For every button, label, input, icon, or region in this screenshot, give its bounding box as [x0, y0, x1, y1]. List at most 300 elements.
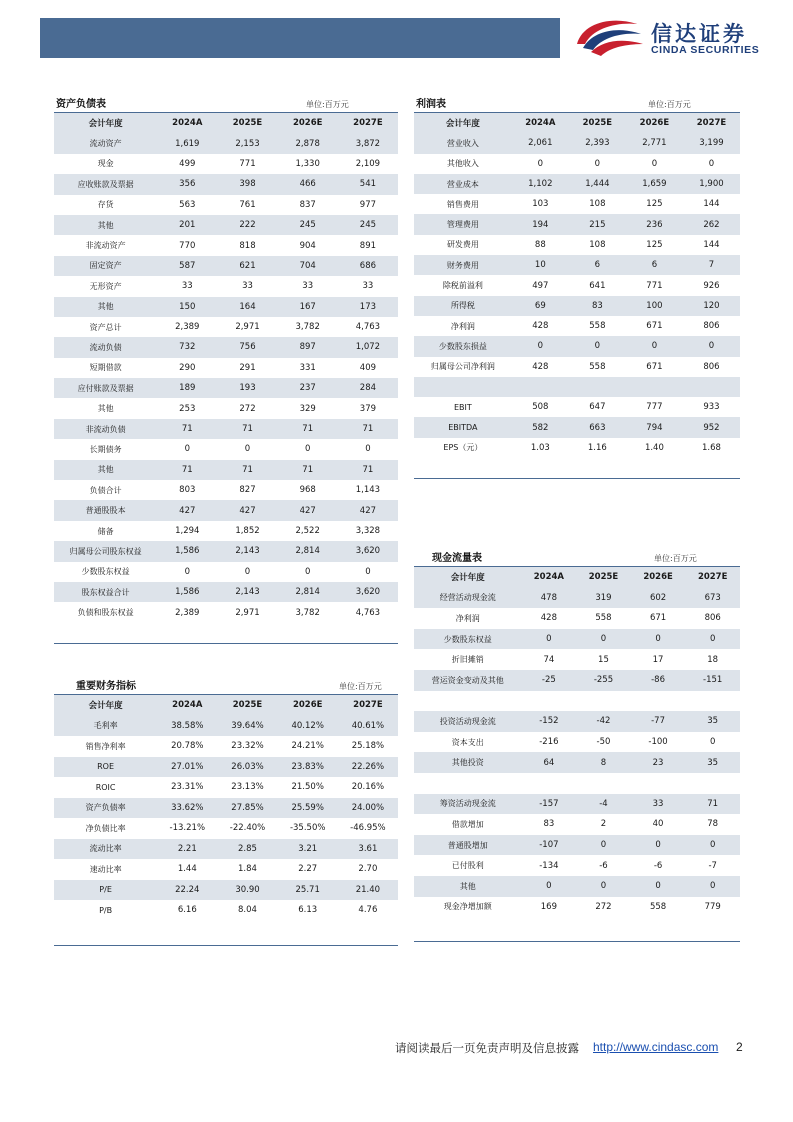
- balance-sheet-header: [54, 94, 398, 113]
- table-cell: 0: [594, 341, 601, 352]
- table-cell: 558: [595, 613, 612, 624]
- table-cell: 409: [359, 362, 377, 373]
- table-cell: 164: [239, 301, 256, 312]
- table-row: [414, 214, 740, 234]
- table-cell: 21.50%: [291, 782, 324, 793]
- row-label: P/B: [99, 905, 113, 915]
- cash-flow-table: [414, 567, 740, 917]
- cash-flow-header: [414, 548, 740, 567]
- table-cell: 71: [707, 798, 719, 809]
- income-statement-title: 利润表: [416, 99, 446, 110]
- table-cell: 2,522: [295, 526, 320, 536]
- table-row: [414, 876, 740, 897]
- table-cell: 222: [239, 220, 256, 231]
- row-label: 归属母公司股东权益: [69, 546, 142, 556]
- column-header: 2024A: [525, 118, 556, 129]
- table-cell: -42: [596, 716, 611, 727]
- table-cell: 144: [703, 239, 720, 250]
- table-cell: 952: [703, 422, 720, 433]
- row-label: 非流动资产: [85, 241, 126, 251]
- table-cell: 602: [649, 592, 667, 603]
- table-cell: 2,814: [295, 546, 320, 557]
- table-cell: 2.21: [177, 843, 197, 854]
- table-cell: 331: [299, 362, 316, 373]
- table-row: [414, 235, 740, 255]
- row-label: 普通股增加: [447, 840, 488, 850]
- table-cell: [631, 773, 686, 794]
- table-cell: 24.00%: [351, 802, 385, 813]
- row-label: 固定资产: [89, 261, 122, 271]
- table-cell: 621: [239, 260, 256, 271]
- table-cell: 3,782: [295, 607, 320, 618]
- table-cell: 20.16%: [351, 782, 385, 793]
- table-cell: 2: [600, 819, 607, 830]
- table-cell: 21.40: [355, 884, 381, 895]
- row-label: 负债和股东权益: [77, 608, 134, 618]
- row-label: 资产总计: [89, 322, 122, 332]
- table-cell: 0: [537, 158, 544, 169]
- table-cell: 262: [703, 219, 720, 230]
- row-label: [414, 377, 512, 397]
- table-cell: 2,143: [235, 546, 260, 557]
- table-row: [414, 773, 740, 794]
- table-header-row: [54, 113, 398, 133]
- table-header-row: [54, 695, 398, 716]
- table-cell: 0: [304, 444, 311, 455]
- table-cell: 35: [707, 716, 719, 727]
- table-cell: 1,586: [175, 587, 200, 598]
- table-cell: 3.61: [358, 843, 378, 854]
- table-cell: 0: [655, 840, 661, 851]
- table-cell: 1,143: [355, 485, 381, 496]
- table-cell: 71: [362, 424, 374, 435]
- row-label: 长期债务: [89, 444, 122, 454]
- row-label: ROE: [97, 762, 115, 772]
- column-header: 2027E: [353, 700, 383, 711]
- row-label: 经营活动现金流: [439, 593, 496, 603]
- table-cell: 356: [179, 179, 196, 190]
- table-cell: 671: [646, 361, 663, 372]
- table-cell: 0: [600, 840, 607, 851]
- row-label: 存货: [97, 200, 114, 210]
- table-cell: 837: [299, 199, 316, 210]
- table-cell: 2,393: [585, 138, 610, 149]
- table-cell: 2.85: [238, 843, 257, 854]
- table-cell: 803: [179, 485, 196, 496]
- table-cell: 771: [646, 280, 663, 291]
- table-cell: 33: [302, 281, 314, 292]
- column-header: 2026E: [292, 700, 323, 711]
- balance-sheet-bottom-rule: [54, 623, 398, 644]
- table-cell: 0: [546, 634, 552, 645]
- table-cell: 290: [179, 362, 196, 373]
- table-cell: 499: [179, 158, 196, 169]
- table-cell: -157: [539, 798, 559, 809]
- table-cell: 18: [707, 654, 719, 665]
- table-row: [414, 752, 740, 773]
- row-label: 营业成本: [446, 179, 479, 189]
- income-statement-section: [414, 94, 740, 479]
- table-cell: -255: [593, 675, 614, 686]
- row-label: 资本支出: [451, 737, 484, 747]
- table-cell: 1,900: [699, 179, 724, 190]
- table-cell: 427: [239, 505, 256, 516]
- table-cell: 428: [532, 361, 549, 372]
- row-label: 储备: [97, 526, 114, 536]
- table-cell: 0: [184, 444, 190, 455]
- table-row: [414, 417, 740, 437]
- table-cell: -151: [703, 675, 723, 686]
- table-cell: 38.58%: [171, 720, 204, 731]
- table-cell: 1.40: [644, 442, 664, 453]
- table-row: [54, 358, 398, 378]
- row-label: 资产负债率: [85, 803, 126, 813]
- table-row: [54, 839, 398, 860]
- table-cell: 1.44: [177, 864, 197, 875]
- column-header: 2025E: [232, 118, 263, 129]
- table-cell: [683, 377, 740, 397]
- row-label: 无形资产: [89, 281, 122, 291]
- table-cell: 686: [359, 260, 377, 271]
- table-cell: 0: [244, 444, 251, 455]
- table-cell: 74: [543, 654, 555, 665]
- table-cell: -7: [708, 860, 717, 871]
- row-label: 其他: [97, 302, 114, 312]
- table-cell: 3,872: [355, 138, 381, 149]
- table-cell: 39.64%: [231, 720, 264, 731]
- table-cell: 125: [646, 239, 663, 250]
- table-cell: 71: [181, 424, 193, 435]
- table-cell: 2,971: [235, 322, 260, 333]
- table-cell: 1.16: [587, 442, 607, 453]
- row-label: 流动负债: [89, 342, 122, 352]
- table-cell: 891: [359, 240, 377, 251]
- table-cell: 78: [707, 819, 719, 830]
- table-cell: 69: [534, 300, 546, 311]
- header-banner: [40, 18, 560, 58]
- table-cell: 2,389: [175, 607, 200, 618]
- table-cell: 26.03%: [231, 761, 264, 772]
- table-cell: 770: [179, 240, 196, 251]
- table-cell: 10: [534, 260, 546, 271]
- table-row: [414, 794, 740, 815]
- table-cell: 2.70: [358, 864, 378, 875]
- brand-name-en: CINDA SECURITIES: [651, 44, 760, 56]
- table-row: [54, 757, 398, 778]
- table-cell: 71: [302, 424, 314, 435]
- cash-flow-section: [414, 548, 740, 942]
- table-row: [54, 439, 398, 459]
- cash-flow-unit: 单位:百万元: [654, 554, 697, 563]
- table-row: [54, 521, 398, 541]
- table-cell: -6: [599, 860, 608, 871]
- table-cell: 2,153: [235, 138, 260, 149]
- table-row: [414, 608, 740, 629]
- table-cell: -152: [539, 716, 559, 727]
- table-cell: 108: [589, 239, 606, 250]
- table-row: [54, 500, 398, 520]
- table-cell: 508: [532, 402, 549, 413]
- table-row: [54, 195, 398, 215]
- table-cell: 27.85%: [231, 802, 264, 813]
- table-row: [54, 378, 398, 398]
- table-cell: 64: [543, 757, 555, 768]
- cinda-logo: [573, 14, 773, 62]
- table-row: [414, 296, 740, 316]
- table-row: [414, 691, 740, 712]
- table-cell: 20.78%: [171, 741, 204, 752]
- table-row: [54, 154, 398, 174]
- row-label: 筹资活动现金流: [439, 799, 496, 809]
- table-cell: [512, 377, 569, 397]
- table-cell: 827: [239, 485, 256, 496]
- table-cell: 40: [652, 819, 664, 830]
- table-cell: -216: [539, 737, 559, 748]
- row-label: 管理费用: [446, 220, 479, 230]
- table-cell: 253: [179, 403, 196, 414]
- column-header: 2025E: [588, 572, 619, 583]
- table-cell: 245: [359, 220, 377, 231]
- row-label: [414, 691, 522, 712]
- table-cell: 1,294: [175, 526, 200, 536]
- table-cell: [626, 377, 683, 397]
- table-cell: -46.95%: [350, 823, 386, 834]
- table-row: [414, 670, 740, 691]
- table-cell: -86: [651, 675, 665, 686]
- table-cell: -50: [596, 737, 611, 748]
- table-cell: 558: [589, 321, 606, 332]
- column-header: 2026E: [643, 572, 673, 583]
- table-row: [54, 337, 398, 357]
- table-cell: 194: [532, 219, 549, 230]
- column-header: 2025E: [582, 118, 613, 129]
- row-label: 速动比率: [89, 864, 122, 874]
- row-label: EBITDA: [448, 423, 478, 433]
- table-cell: 100: [646, 300, 663, 311]
- table-cell: 0: [655, 881, 661, 892]
- table-cell: 0: [546, 881, 552, 892]
- table-cell: 291: [239, 362, 256, 373]
- row-label: 折旧摊销: [451, 655, 484, 665]
- table-cell: 83: [543, 819, 555, 830]
- table-cell: 977: [359, 199, 377, 210]
- row-label: 其他: [97, 220, 114, 230]
- table-cell: 0: [244, 566, 251, 577]
- table-cell: 0: [655, 634, 661, 645]
- table-cell: 8.04: [238, 905, 257, 916]
- table-cell: 4,763: [355, 322, 381, 333]
- table-cell: 23.83%: [291, 761, 324, 772]
- table-cell: 0: [709, 634, 716, 645]
- footer-website-link[interactable]: http://www.cindasc.com: [593, 1040, 719, 1054]
- table-row: [414, 316, 740, 336]
- column-header: 会计年度: [450, 573, 485, 584]
- table-cell: 40.61%: [351, 720, 385, 731]
- table-row: [414, 133, 740, 153]
- table-cell: 2,814: [295, 587, 320, 598]
- table-cell: 558: [649, 901, 667, 912]
- table-cell: 647: [589, 402, 606, 413]
- table-row: [54, 859, 398, 880]
- table-cell: 40.12%: [291, 720, 324, 731]
- table-cell: 25.71: [295, 884, 320, 895]
- table-cell: 794: [646, 422, 663, 433]
- table-cell: 23.13%: [231, 782, 264, 793]
- table-row: [54, 818, 398, 839]
- table-row: [54, 716, 398, 737]
- table-cell: 2.27: [298, 864, 318, 875]
- row-label: 销售净利率: [85, 741, 126, 751]
- row-label: 财务费用: [446, 260, 479, 270]
- row-label: 少数股东权益: [443, 634, 492, 644]
- table-cell: 245: [299, 220, 316, 231]
- table-header-row: [414, 113, 740, 133]
- column-header: 会计年度: [88, 701, 123, 712]
- table-cell: 6: [651, 260, 658, 271]
- table-cell: 2,971: [235, 607, 260, 618]
- column-header: 2024A: [533, 572, 564, 583]
- row-label: 净利润: [455, 613, 480, 623]
- table-cell: 428: [532, 321, 549, 332]
- table-cell: -77: [651, 716, 665, 727]
- table-row: [54, 317, 398, 337]
- table-cell: 478: [540, 592, 557, 603]
- row-label: 归属母公司净利润: [430, 362, 495, 372]
- row-label: 负债合计: [89, 485, 122, 495]
- table-cell: 777: [646, 402, 663, 413]
- table-row: [414, 397, 740, 417]
- table-row: [414, 835, 740, 856]
- row-label: 其他: [97, 404, 114, 414]
- table-row: [54, 798, 398, 819]
- table-cell: -134: [539, 860, 559, 871]
- table-cell: 4,763: [355, 607, 381, 618]
- table-row: [414, 174, 740, 194]
- column-header: 2026E: [292, 118, 323, 129]
- table-cell: 671: [649, 613, 667, 624]
- table-cell: -107: [539, 840, 559, 851]
- row-label: 已付股利: [451, 861, 484, 871]
- row-label: 净利润: [450, 321, 475, 331]
- table-cell: [522, 773, 577, 794]
- table-cell: -100: [648, 737, 668, 748]
- table-cell: 193: [239, 383, 256, 394]
- table-cell: 284: [359, 383, 377, 394]
- row-label: 流动资产: [89, 139, 122, 149]
- table-cell: [685, 691, 740, 712]
- table-cell: 587: [179, 260, 196, 271]
- table-row: [54, 541, 398, 561]
- table-cell: 663: [589, 422, 606, 433]
- table-row: [54, 562, 398, 582]
- row-label: 毛利率: [93, 721, 118, 731]
- row-label: 其他收入: [446, 159, 479, 169]
- row-label: 流动比率: [89, 844, 122, 854]
- table-cell: 33: [362, 281, 374, 292]
- row-label: 少数股东权益: [81, 567, 130, 577]
- table-row: [54, 777, 398, 798]
- balance-sheet-section: [54, 94, 398, 644]
- table-row: [414, 897, 740, 918]
- table-cell: [569, 377, 626, 397]
- table-cell: -35.50%: [289, 823, 326, 834]
- table-cell: 71: [302, 464, 314, 475]
- table-row: [54, 235, 398, 255]
- table-cell: 641: [589, 280, 606, 291]
- table-cell: 806: [703, 361, 720, 372]
- column-header: 2024A: [172, 700, 203, 711]
- table-cell: 0: [184, 566, 190, 577]
- table-row: [414, 154, 740, 174]
- table-cell: 0: [365, 444, 371, 455]
- income-statement-table: [414, 113, 740, 458]
- table-cell: 272: [239, 403, 256, 414]
- table-cell: 1.84: [238, 864, 257, 875]
- row-label: 应付账款及票据: [77, 383, 134, 393]
- table-cell: 6: [594, 260, 601, 271]
- income-statement-bottom-rule: [414, 458, 740, 479]
- table-row: [414, 711, 740, 732]
- table-cell: 806: [704, 613, 721, 624]
- table-cell: 25.59%: [291, 802, 324, 813]
- table-cell: 0: [651, 158, 658, 169]
- column-header: 会计年度: [445, 119, 480, 130]
- table-cell: 2,771: [642, 138, 667, 149]
- key-ratios-header: [54, 676, 398, 695]
- table-cell: 23.32%: [231, 741, 264, 752]
- table-cell: 3,620: [355, 546, 381, 557]
- table-cell: 926: [703, 280, 720, 291]
- table-cell: 23.31%: [171, 782, 204, 793]
- table-cell: 1,619: [175, 138, 200, 149]
- table-row: [54, 419, 398, 439]
- footer-disclaimer: 请阅读最后一页免责声明及信息披露: [395, 1041, 579, 1055]
- table-row: [54, 297, 398, 317]
- table-cell: 215: [589, 219, 606, 230]
- table-row: [414, 194, 740, 214]
- row-label: 销售费用: [446, 199, 479, 209]
- table-cell: 83: [591, 300, 603, 311]
- table-cell: 1,586: [175, 546, 200, 557]
- table-row: [54, 602, 398, 622]
- table-cell: 201: [179, 220, 196, 231]
- row-label: 所得税: [450, 301, 475, 311]
- table-cell: 3,328: [355, 526, 381, 536]
- table-cell: 732: [179, 342, 196, 353]
- row-label: EPS（元）: [443, 443, 483, 453]
- table-row: [414, 814, 740, 835]
- cash-flow-bottom-rule: [414, 917, 740, 942]
- table-cell: 771: [239, 158, 256, 169]
- table-row: [414, 438, 740, 458]
- table-cell: 0: [594, 158, 601, 169]
- table-cell: 671: [646, 321, 663, 332]
- table-cell: 427: [359, 505, 377, 516]
- table-cell: 1.68: [702, 442, 721, 453]
- table-cell: 22.24: [175, 884, 200, 895]
- table-cell: 0: [708, 341, 715, 352]
- table-cell: 108: [589, 199, 606, 210]
- table-cell: 1,072: [355, 342, 381, 353]
- row-label: 股东权益合计: [81, 587, 130, 597]
- key-ratios-table: [54, 695, 398, 921]
- row-label: 净负债比率: [85, 823, 126, 833]
- table-cell: 88: [534, 239, 546, 250]
- table-cell: 6.13: [298, 905, 318, 916]
- table-cell: 1,659: [642, 179, 667, 190]
- table-cell: 189: [179, 383, 196, 394]
- key-ratios-title: 重要财务指标: [76, 681, 136, 692]
